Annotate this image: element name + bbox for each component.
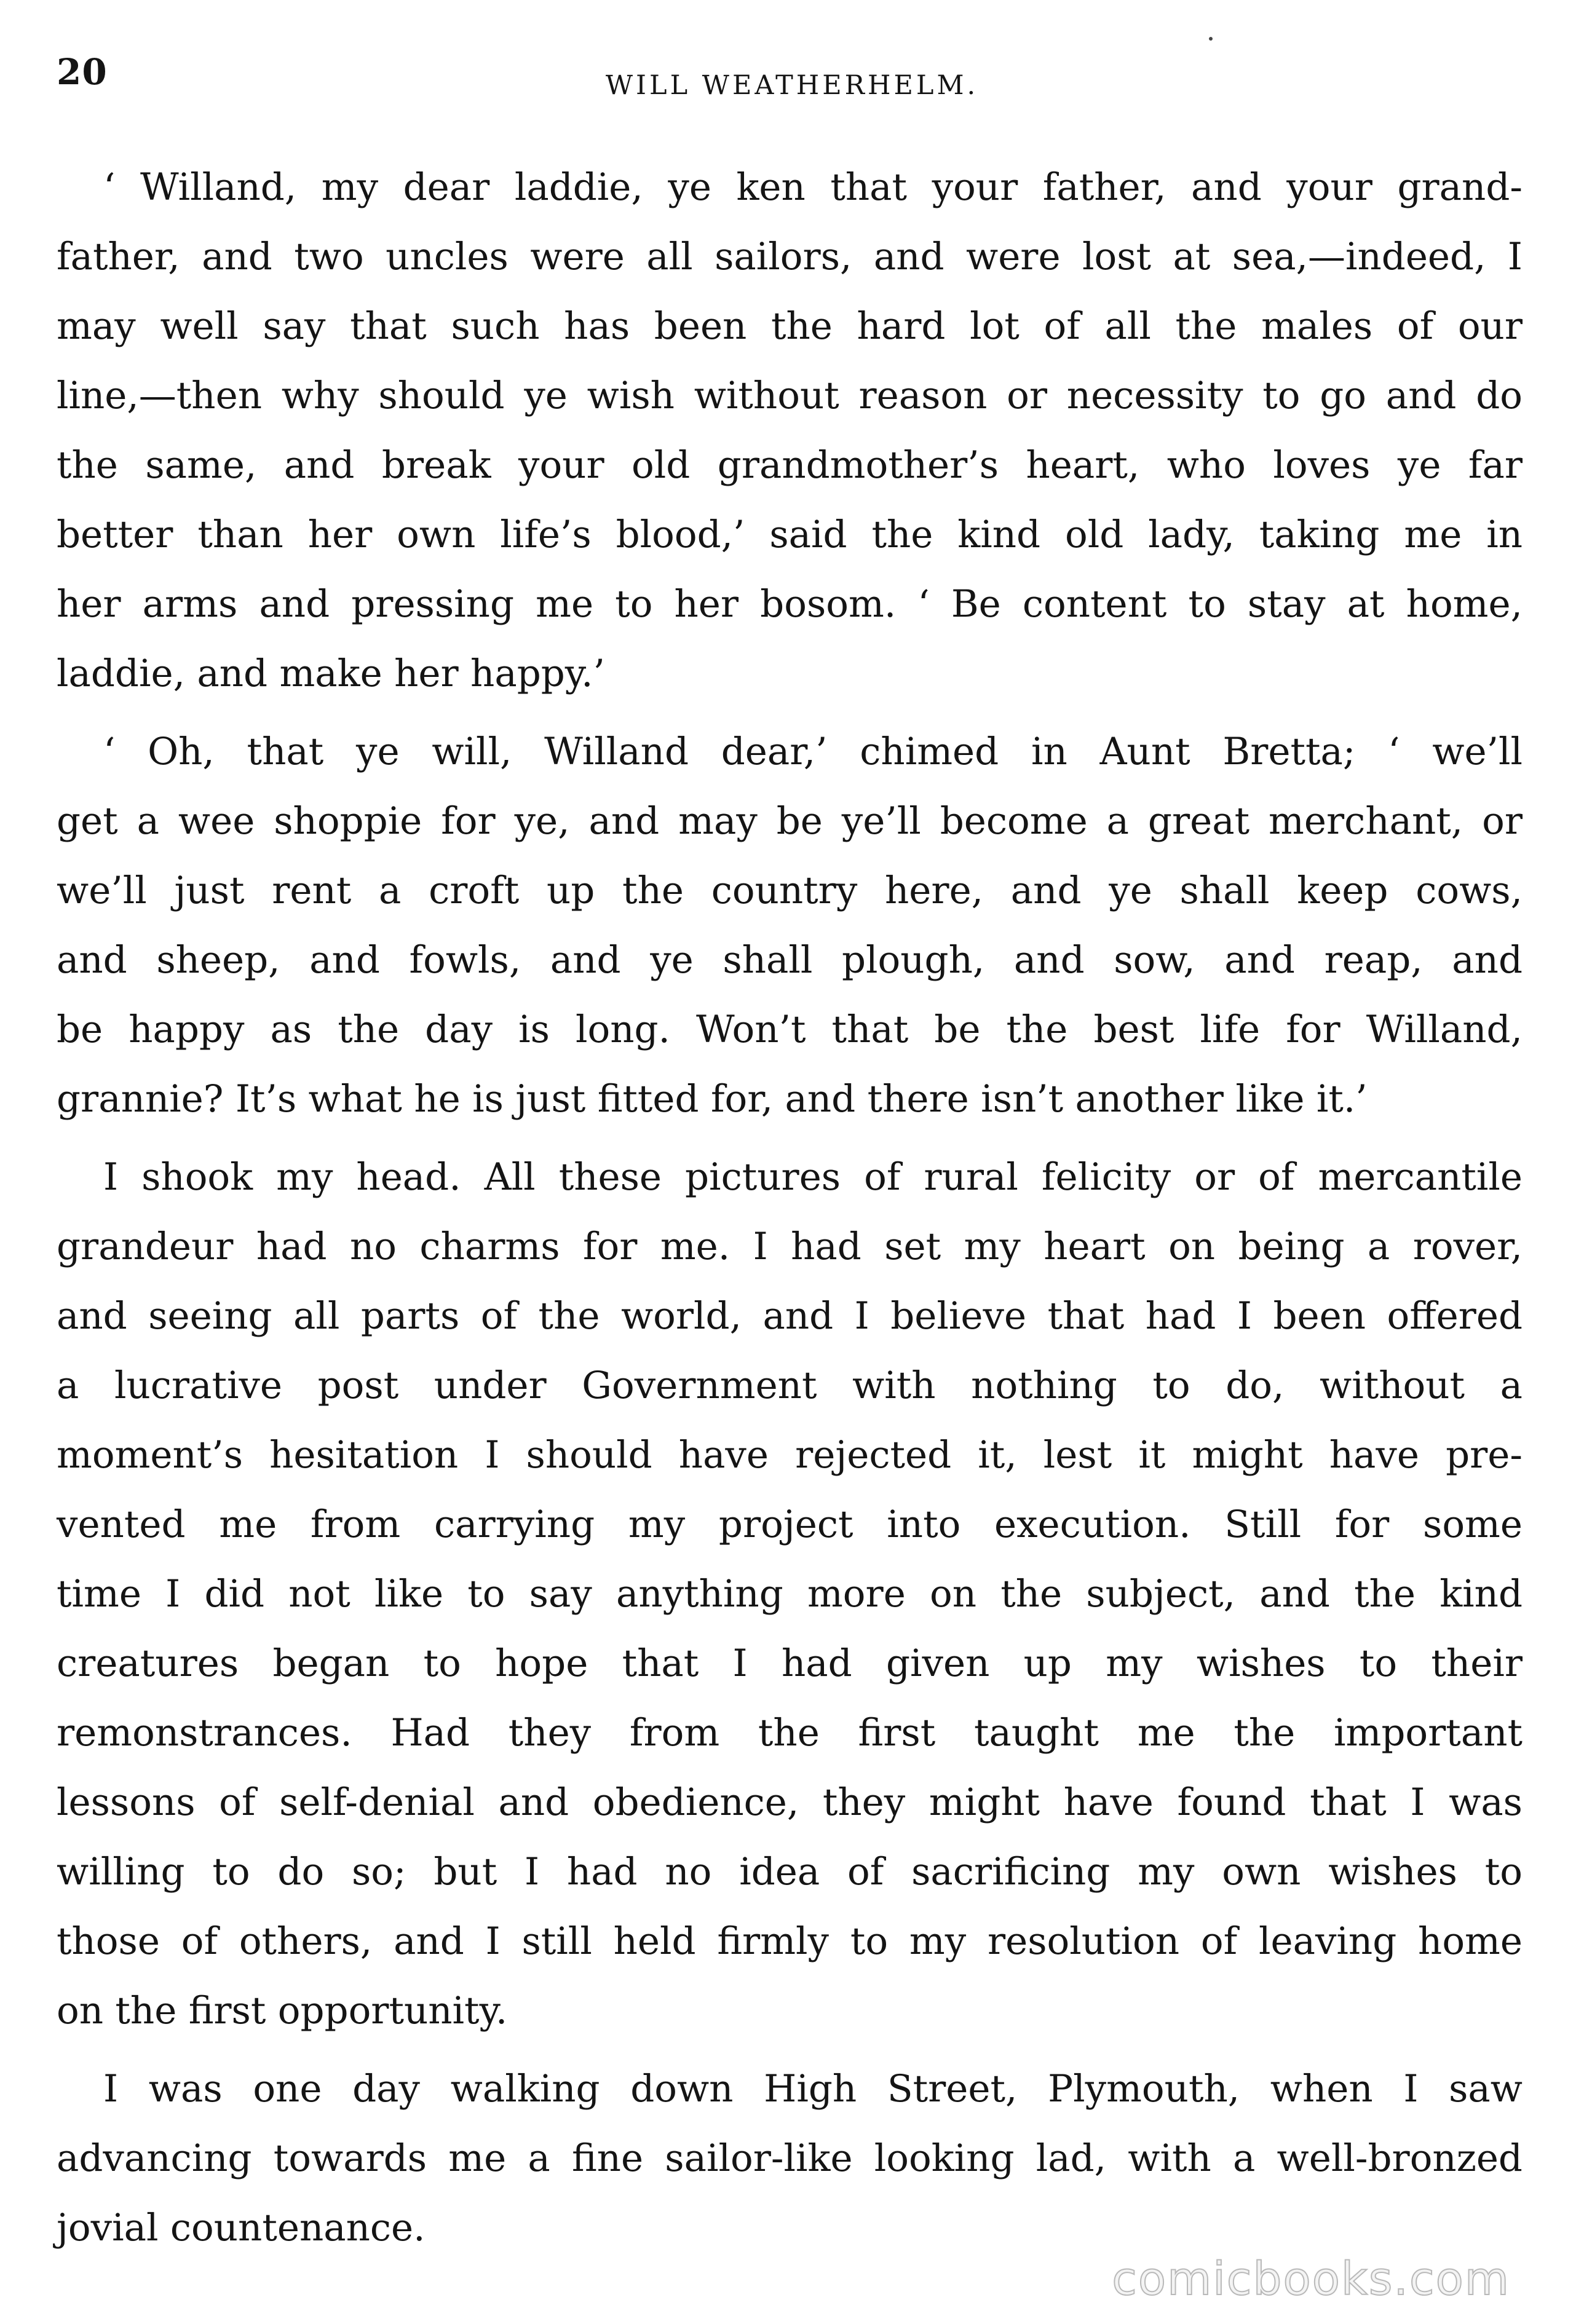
watermark: comicbooks.com [1112,2253,1510,2306]
text-line: may well say that such has been the hard lot of all the males of our [57,304,1523,348]
text-line: jovial countenance. [57,2206,426,2250]
text-line: I shook my head. All these pictures of rural felicity or of mercantile [103,1155,1523,1199]
text-line: lessons of self-denial and obedience, they might have found that I was [57,1781,1523,1824]
text-line: those of others, and I still held firmly to my resolution of leaving home [57,1919,1523,1963]
paragraph-1 [57,152,1523,708]
text-line: father, and two uncles were all sailors, and were lost at sea,—indeed, I [57,235,1523,279]
text-line: a lucrative post under Government with nothing to do, without a [57,1364,1523,1407]
text-line: grandeur had no charms for me. I had set my heart on being a rover, [57,1225,1523,1268]
text-line: on the first opportunity. [57,1989,508,2033]
text-line: willing to do so; but I had no idea of sacrificing my own wishes to [57,1850,1523,1894]
text-line: and seeing all parts of the world, and I believe that had I been offered [57,1294,1523,1338]
text-line: remonstrances. Had they from the first taught me the important [57,1711,1523,1755]
text-line: the same, and break your old grandmother’s heart, who loves ye far [57,443,1523,487]
text-line: and sheep, and fowls, and ye shall plough, and sow, and reap, and [57,938,1523,982]
text-line: vented me from carrying my project into execution. Still for some [57,1503,1523,1546]
body-text [57,152,1523,2271]
text-line: we’ll just rent a croft up the country here, and ye shall keep cows, [57,869,1523,912]
paragraph-2 [57,717,1523,1134]
text-line: time I did not like to say anything more on the subject, and the kind [57,1572,1523,1616]
paragraph-4 [57,2054,1523,2263]
page-number: 20 [57,51,108,93]
text-line: laddie, and make her happy.’ [57,652,605,695]
text-line: ‘ Oh, that ye will, Willand dear,’ chimed in Aunt Bretta; ‘ we’ll [103,730,1523,773]
text-line: her arms and pressing me to her bosom. ‘ Be content to stay at home, [57,582,1523,626]
text-line: grannie? It’s what he is just fitted for, and there isn’t another like it.’ [57,1077,1368,1121]
text-line: advancing towards me a fine sailor-like looking lad, with a well-bronzed [57,2136,1523,2180]
text-line: line,—then why should ye wish without reason or necessity to go and do [57,374,1523,417]
text-line: be happy as the day is long. Won’t that be the best life for Willand, [57,1008,1523,1051]
paragraph-3 [57,1142,1523,2045]
text-line: creatures began to hope that I had given up my wishes to their [57,1642,1523,1685]
text-line: get a wee shoppie for ye, and may be ye’ll become a great merchant, or [57,799,1523,843]
text-line: better than her own life’s blood,’ said the kind old lady, taking me in [57,513,1523,556]
text-line: I was one day walking down High Street, Plymouth, when I saw [103,2067,1523,2111]
ink-speck [1209,37,1213,41]
running-title: WILL WEATHERHELM. [605,70,979,101]
text-line: ‘ Willand, my dear laddie, ye ken that your father, and your grand- [103,165,1523,209]
text-line: moment’s hesitation I should have rejected it, lest it might have pre- [57,1433,1523,1477]
